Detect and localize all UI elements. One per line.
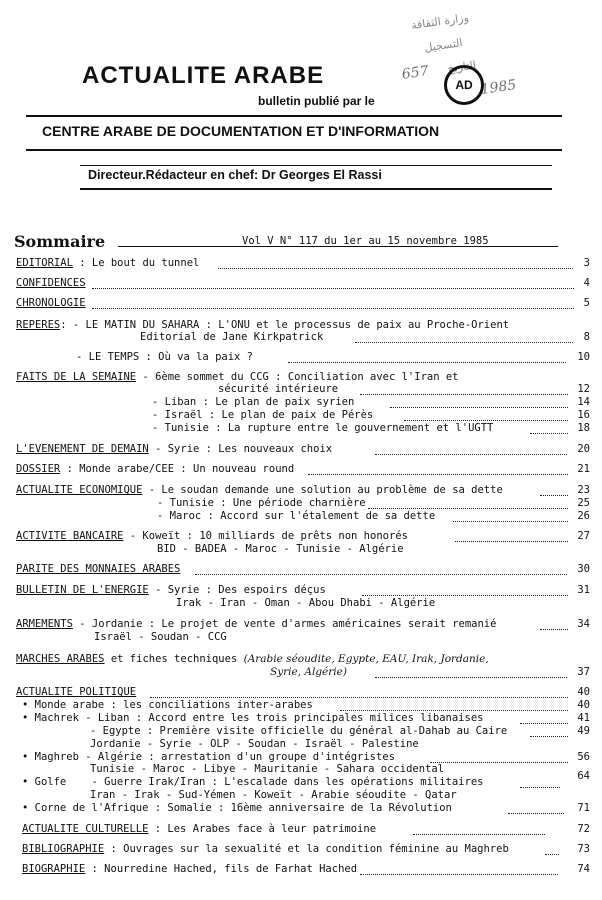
section-heading: PARITE DES MONNAIES ARABES: [16, 563, 181, 575]
leader-dots: [360, 874, 558, 875]
leader-dots: [430, 762, 568, 763]
page-number: 10: [577, 351, 590, 363]
entry-title: BID - BADEA - Maroc - Tunisie - Algérie: [157, 543, 404, 555]
stamp-number: 657: [400, 63, 430, 83]
toc-entry-culturelle: [22, 823, 376, 835]
entry-title: Israël - Soudan - CCG: [94, 631, 227, 643]
center-name: CENTRE ARABE DE DOCUMENTATION ET D'INFORMATION: [42, 123, 440, 139]
publication-title: ACTUALITE ARABE: [82, 62, 325, 89]
entry-countries: (Arabie séoudite, Egypte, EAU, Irak, Jordanie,: [243, 653, 489, 665]
entry-title: • Monde arabe : les conciliations inter-arabes: [22, 699, 313, 711]
toc-entry-armements: [16, 618, 496, 630]
page-number: 21: [577, 463, 590, 475]
section-heading: ARMEMENTS: [16, 618, 73, 630]
leader-dots: [355, 342, 573, 343]
entry-title: Iran - Irak - Sud-Yémen - Koweït - Arabie séoudite - Qatar: [90, 789, 457, 801]
page-number: 3: [583, 257, 590, 269]
entry-title: - Tunisie : Une période charnière: [157, 497, 366, 509]
page-number: 40: [577, 699, 590, 711]
entry-title: - Egypte : Première visite officielle du général al-Dahab au Caire: [90, 725, 508, 737]
leader-dots: [288, 362, 566, 363]
entry-title: • Maghreb - Algérie : arrestation d'un groupe d'intégristes: [22, 751, 395, 763]
entry-title: Jordanie - Syrie - OLP - Soudan - Israël - Palestine: [90, 738, 419, 750]
section-heading: ACTUALITE CULTURELLE: [22, 823, 149, 835]
section-heading: FAITS DE LA SEMAINE: [16, 371, 137, 383]
toc-entry-faits: [16, 371, 459, 383]
entry-countries: Syrie, Algérie): [270, 666, 347, 678]
entry-title: : Ouvrages sur la sexualité et la condition féminine au Maghreb: [104, 843, 509, 855]
page-number: 18: [577, 422, 590, 434]
page-number: 5: [583, 297, 590, 309]
page-number: 40: [577, 686, 590, 698]
toc-entry-confidences: [16, 277, 86, 289]
page-number: 27: [577, 530, 590, 542]
leader-dots: [195, 574, 567, 575]
entry-title: : Les Arabes face à leur patrimoine: [148, 823, 377, 835]
toc-entry-chronologie: [16, 297, 86, 309]
page-number: 56: [577, 751, 590, 763]
leader-dots: [92, 308, 574, 309]
page-number: 8: [583, 331, 590, 343]
section-heading: CHRONOLOGIE: [16, 297, 86, 309]
entry-title: - Israël : Le plan de paix de Pérès: [152, 409, 374, 421]
leader-dots: [404, 420, 568, 421]
entry-title: : Monde arabe/CEE : Un nouveau round: [60, 463, 295, 475]
leader-dots: [92, 288, 574, 289]
leader-dots: [362, 595, 568, 596]
leader-dots: [340, 710, 568, 711]
section-heading: EDITORIAL: [16, 257, 73, 269]
leader-dots: [453, 521, 568, 522]
entry-title: - Syrie : Les nouveaux choix: [148, 443, 333, 455]
section-heading: ACTIVITE BANCAIRE: [16, 530, 124, 542]
section-heading: CONFIDENCES: [16, 277, 86, 289]
cadi-logo: AD: [444, 65, 484, 105]
entry-countries: [270, 666, 347, 678]
page-number: 23: [577, 484, 590, 496]
entry-title: - 6ème sommet du CCG : Conciliation avec l'Iran et: [136, 371, 459, 383]
page-number: 74: [577, 863, 590, 875]
stamp-line: وزارة الثقافة: [410, 11, 470, 33]
entry-title: - Maroc : Accord sur l'étalement de sa dette: [157, 510, 436, 522]
page-number: 71: [577, 802, 590, 814]
page-number: 16: [577, 409, 590, 421]
leader-dots: [508, 813, 564, 814]
leader-dots: [375, 677, 567, 678]
entry-title: • Corne de l'Afrique : Somalie : 16ème anniversaire de la Révolution: [22, 802, 452, 814]
entry-title: - Syrie : Des espoirs déçus: [148, 584, 326, 596]
entry-title: - Koweït : 10 milliards de prêts non honorés: [123, 530, 408, 542]
entry-title: sécurité intérieure: [218, 383, 339, 395]
toc-entry-economique: [16, 484, 503, 496]
entry-title: : Nourredine Hached, fils de Farhat Hached: [85, 863, 358, 875]
section-heading: BIBLIOGRAPHIE: [22, 843, 105, 855]
toc-entry-biographie: [22, 863, 357, 875]
entry-title: - LE TEMPS : Où va la paix ?: [76, 351, 254, 363]
section-heading: DOSSIER: [16, 463, 61, 475]
toc-entry-politique: [16, 686, 136, 698]
section-heading: L'EVENEMENT DE DEMAIN: [16, 443, 149, 455]
entry-title: et fiches techniques: [104, 653, 244, 665]
toc-entry-bibliographie: [22, 843, 509, 855]
leader-dots: [455, 541, 568, 542]
entry-title: : - LE MATIN DU SAHARA : L'ONU et le processus de paix au Proche-Orient: [60, 319, 510, 331]
page-number: 25: [577, 497, 590, 509]
page-number: 72: [577, 823, 590, 835]
page-number: 4: [583, 277, 590, 289]
sommaire-heading: Sommaire: [14, 232, 106, 251]
toc-entry-editorial: [16, 257, 199, 269]
stamp-line: التسجيل: [423, 36, 464, 55]
leader-dots: [308, 474, 568, 475]
leader-dots: [520, 787, 560, 788]
entry-title: • Machrek - Liban : Accord entre les trois principales milices libanaises: [22, 712, 484, 724]
page-number: 64: [577, 770, 590, 782]
toc-entry-marches: [16, 653, 489, 665]
page-number: 37: [577, 666, 590, 678]
issue-info: Vol V N° 117 du 1er au 15 novembre 1985: [242, 235, 489, 247]
page-number: 14: [577, 396, 590, 408]
page-number: 12: [577, 383, 590, 395]
section-heading: MARCHES ARABES: [16, 653, 105, 665]
leader-dots: [413, 834, 545, 835]
toc-entry-dossier: [16, 463, 294, 475]
page-number: 34: [577, 618, 590, 630]
stamp-line: التاريخ: [446, 58, 477, 76]
page-number: 26: [577, 510, 590, 522]
toc-entry-energie: [16, 584, 326, 596]
page-number: 31: [577, 584, 590, 596]
leader-dots: [390, 407, 568, 408]
toc-entry-evenement: [16, 443, 332, 455]
section-heading: ACTUALITE POLITIQUE: [16, 686, 137, 698]
toc-entry-parite: [16, 563, 180, 575]
entry-title: - Le soudan demande une solution au problème de sa dette: [142, 484, 503, 496]
director-line: Directeur.Rédacteur en chef: Dr Georges El Rassi: [88, 168, 382, 182]
leader-dots: [368, 508, 568, 509]
entry-title: - Liban : Le plan de paix syrien: [152, 396, 355, 408]
stamp-number: 1985: [479, 77, 518, 98]
publication-subtitle: bulletin publié par le: [258, 94, 375, 108]
toc-entry-bancaire: [16, 530, 408, 542]
leader-dots: [150, 697, 568, 698]
page-number: 73: [577, 843, 590, 855]
toc-entry-reperes: [16, 319, 509, 331]
entry-title: Editorial de Jane Kirkpatrick: [140, 331, 324, 343]
entry-title: Tunisie - Maroc - Libye - Mauritanie - Sahara occidental: [90, 763, 445, 775]
page-number: 30: [577, 563, 590, 575]
leader-dots: [218, 268, 573, 269]
leader-dots: [375, 454, 567, 455]
entry-title: - Tunisie : La rupture entre le gouvernement et l'UGTT: [152, 422, 494, 434]
page-number: 41: [577, 712, 590, 724]
page-number: 20: [577, 443, 590, 455]
section-heading: BIOGRAPHIE: [22, 863, 86, 875]
section-heading: ACTUALITE ECONOMIQUE: [16, 484, 143, 496]
entry-title: Irak - Iran - Oman - Abou Dhabi - Algérie: [176, 597, 436, 609]
page-number: 49: [577, 725, 590, 737]
entry-title: : Le bout du tunnel: [72, 257, 200, 269]
section-heading: BULLETIN DE L'ENERGIE: [16, 584, 149, 596]
section-heading: REPERES: [16, 319, 61, 331]
leader-dots: [545, 854, 559, 855]
entry-title: - Jordanie : Le projet de vente d'armes américaines serait remanié: [72, 618, 497, 630]
entry-title: • Golfe - Guerre Irak/Iran : L'escalade dans les opérations militaires: [22, 776, 484, 788]
leader-dots: [360, 394, 568, 395]
